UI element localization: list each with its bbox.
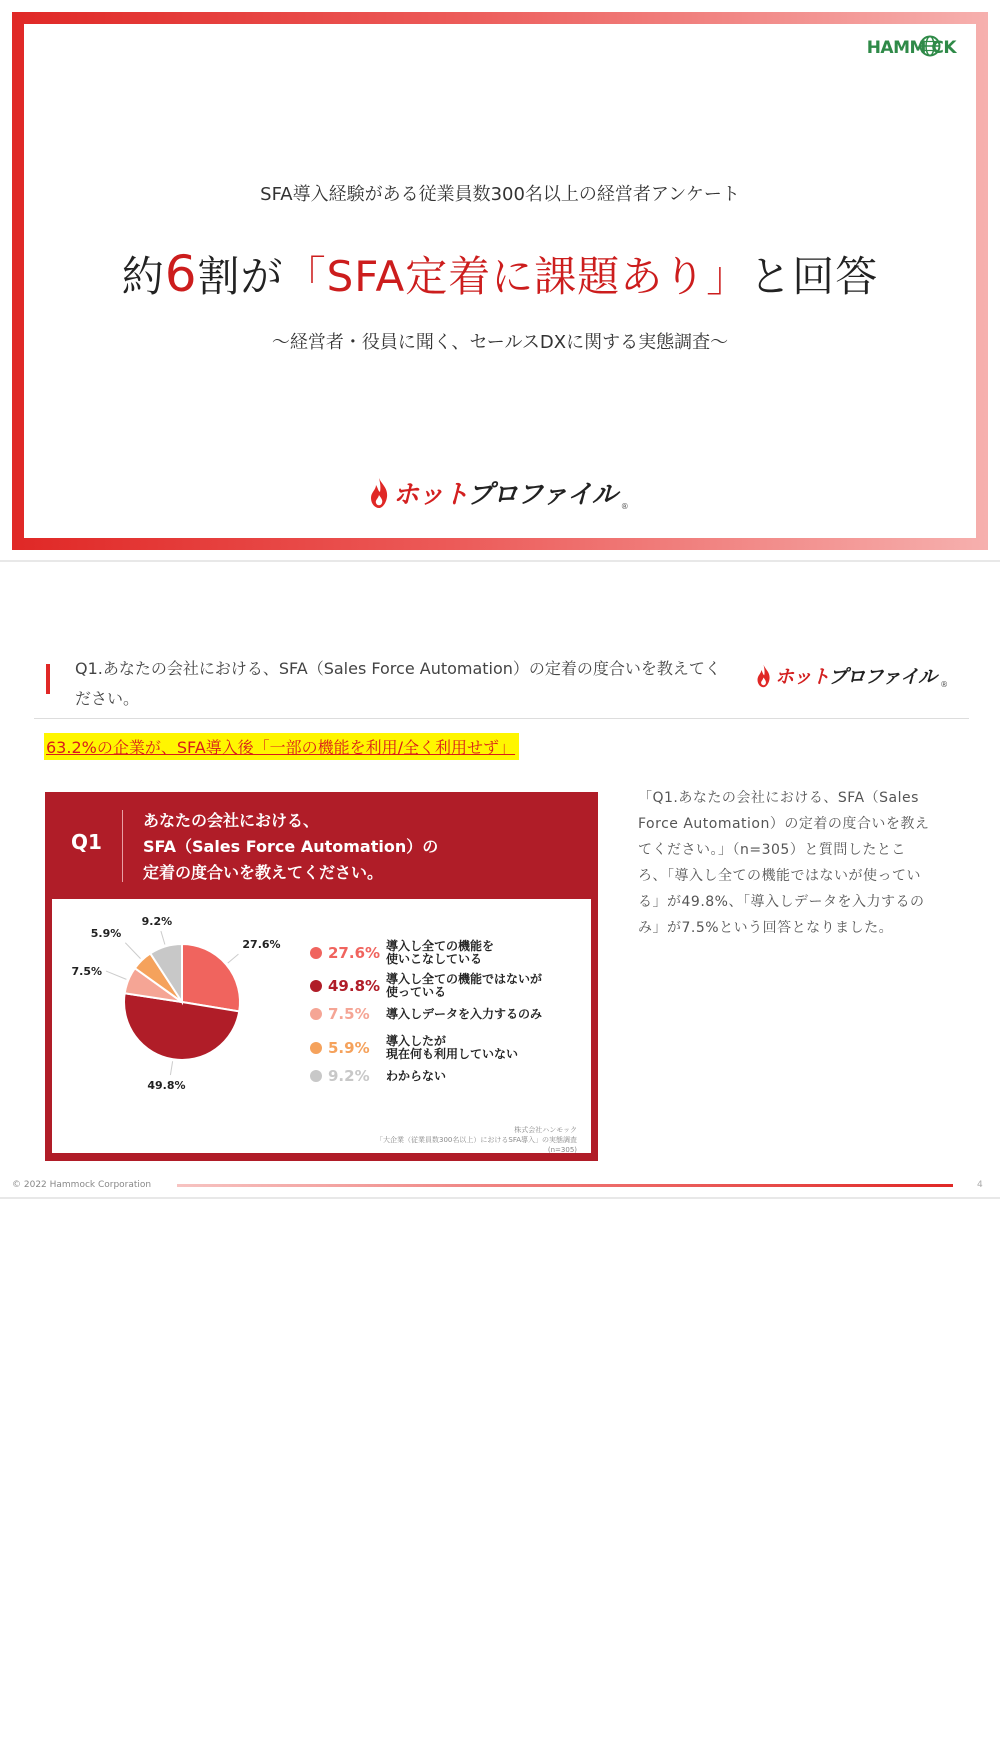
leader-line <box>106 971 126 979</box>
leader-line <box>170 1061 172 1075</box>
pie-data-label: 5.9% <box>90 926 122 940</box>
pie-chart <box>52 899 312 1153</box>
legend-percent: 49.8% <box>328 977 381 995</box>
question-accent-bar <box>46 664 50 694</box>
question-text: Q1.あなたの会社における、SFA（Sales Force Automation）の定着の度合いを教えてください。 <box>75 659 721 708</box>
headline-prefix: 約 <box>121 252 165 301</box>
legend-label <box>386 1070 446 1083</box>
legend-percent: 7.5% <box>328 1005 370 1023</box>
hot-profile-logo <box>369 474 629 511</box>
legend-swatch <box>310 947 322 959</box>
header-divider <box>34 718 969 719</box>
slide-separator <box>0 1197 1000 1199</box>
page-number: 4 <box>977 1180 983 1190</box>
legend-swatch <box>310 980 322 992</box>
wordmark-red: ホット <box>775 666 829 688</box>
hot-profile-wordmark <box>775 662 936 689</box>
survey-subtitle: SFA導入経験がある従業員数300名以上の経営者アンケート <box>260 184 740 205</box>
legend-label-line: 導入したが <box>386 1034 447 1048</box>
legend-label-line: 導入しデータを入力するのみ <box>386 1006 543 1021</box>
legend-percent: 5.9% <box>328 1039 370 1057</box>
legend-label <box>386 973 542 999</box>
panel-title-line: 定着の度合いを教えてください。 <box>143 863 384 882</box>
headline-number: 6 <box>164 245 198 303</box>
globe-icon <box>919 35 941 57</box>
registered-mark: ® <box>940 680 949 689</box>
body-text: 「Q1.あなたの会社における、SFA（Sales Force Automation）の定着の度合いを教えてください。」（n=305）と質問したところ、「導入し全ての機能ではないが使っている」が49.8%、「導入しデータを入力するのみ」が7.5%という回答となりました。 <box>638 790 930 936</box>
legend-label-line: 使っている <box>386 985 447 999</box>
key-finding-highlight: 63.2%の企業が、SFA導入後「一部の機能を利用/全く利用せず」 <box>44 733 519 760</box>
footer-bar <box>177 1184 953 1187</box>
pie-data-label: 27.6% <box>242 938 281 952</box>
survey-tagline: 〜経営者・役員に聞く、セールスDXに関する実態調査〜 <box>271 332 729 353</box>
legend-label-line: わからない <box>386 1068 447 1083</box>
headline-mid: 割が <box>197 252 284 301</box>
pie-slice <box>182 944 240 1011</box>
wordmark-red: ホット <box>393 480 468 510</box>
panel-title-line: SFA（Sales Force Automation）の <box>143 837 439 856</box>
hot-profile-wordmark <box>393 474 617 511</box>
legend-item <box>310 1035 518 1061</box>
pie-data-label: 9.2% <box>141 915 173 929</box>
slide-separator <box>0 560 1000 562</box>
registered-mark: ® <box>620 502 629 511</box>
wordmark-black: プロファイル <box>467 480 617 510</box>
headline-suffix: と回答 <box>749 252 879 301</box>
legend-percent: 9.2% <box>328 1067 370 1085</box>
q1-chart-panel <box>45 792 598 1161</box>
legend-label-line: 使いこなしている <box>386 952 483 966</box>
legend-percent: 27.6% <box>328 944 381 962</box>
legend-label-line: 現在何も利用していない <box>386 1047 519 1061</box>
headline <box>0 244 1000 304</box>
legend-item <box>310 940 494 966</box>
title-slide <box>0 0 1000 562</box>
leader-line <box>228 954 239 963</box>
panel-title-line: あなたの会社における、 <box>143 811 320 830</box>
legend-swatch <box>310 1070 322 1082</box>
panel-divider <box>122 810 123 882</box>
headline-highlight: 「SFA定着に課題あり」 <box>283 252 750 301</box>
pie-data-label: 49.8% <box>147 1079 186 1093</box>
wordmark-black: プロファイル <box>828 666 937 688</box>
hammock-logo-text: HAMM CK <box>866 38 956 58</box>
legend-label-line: 導入し全ての機能ではないが <box>386 972 543 986</box>
chart-source <box>376 1125 577 1155</box>
pie-data-label: 7.5% <box>71 965 103 979</box>
legend-label <box>386 1035 518 1061</box>
legend-label-line: 導入し全ての機能を <box>386 939 495 953</box>
flame-icon <box>756 664 771 688</box>
leader-line <box>125 943 140 959</box>
hammock-logo <box>867 38 956 58</box>
legend-item <box>310 973 542 999</box>
legend-item <box>310 1005 542 1023</box>
chart-area <box>52 899 591 1153</box>
copyright: © 2022 Hammock Corporation <box>12 1180 152 1190</box>
flame-icon <box>369 477 389 509</box>
source-line: 「大企業（従業員数300名以上）におけるSFA導入」の実態調査 <box>376 1136 577 1144</box>
hot-profile-logo-small <box>756 662 948 689</box>
legend-swatch <box>310 1042 322 1054</box>
legend-label <box>386 1008 542 1021</box>
leader-line <box>161 931 165 944</box>
source-line: (n=305) <box>547 1146 577 1154</box>
legend-item <box>310 1067 446 1085</box>
panel-title <box>143 808 438 886</box>
panel-q-label: Q1 <box>71 830 102 854</box>
source-line: 株式会社ハンモック <box>514 1126 577 1134</box>
legend-label <box>386 940 494 966</box>
legend-swatch <box>310 1008 322 1020</box>
